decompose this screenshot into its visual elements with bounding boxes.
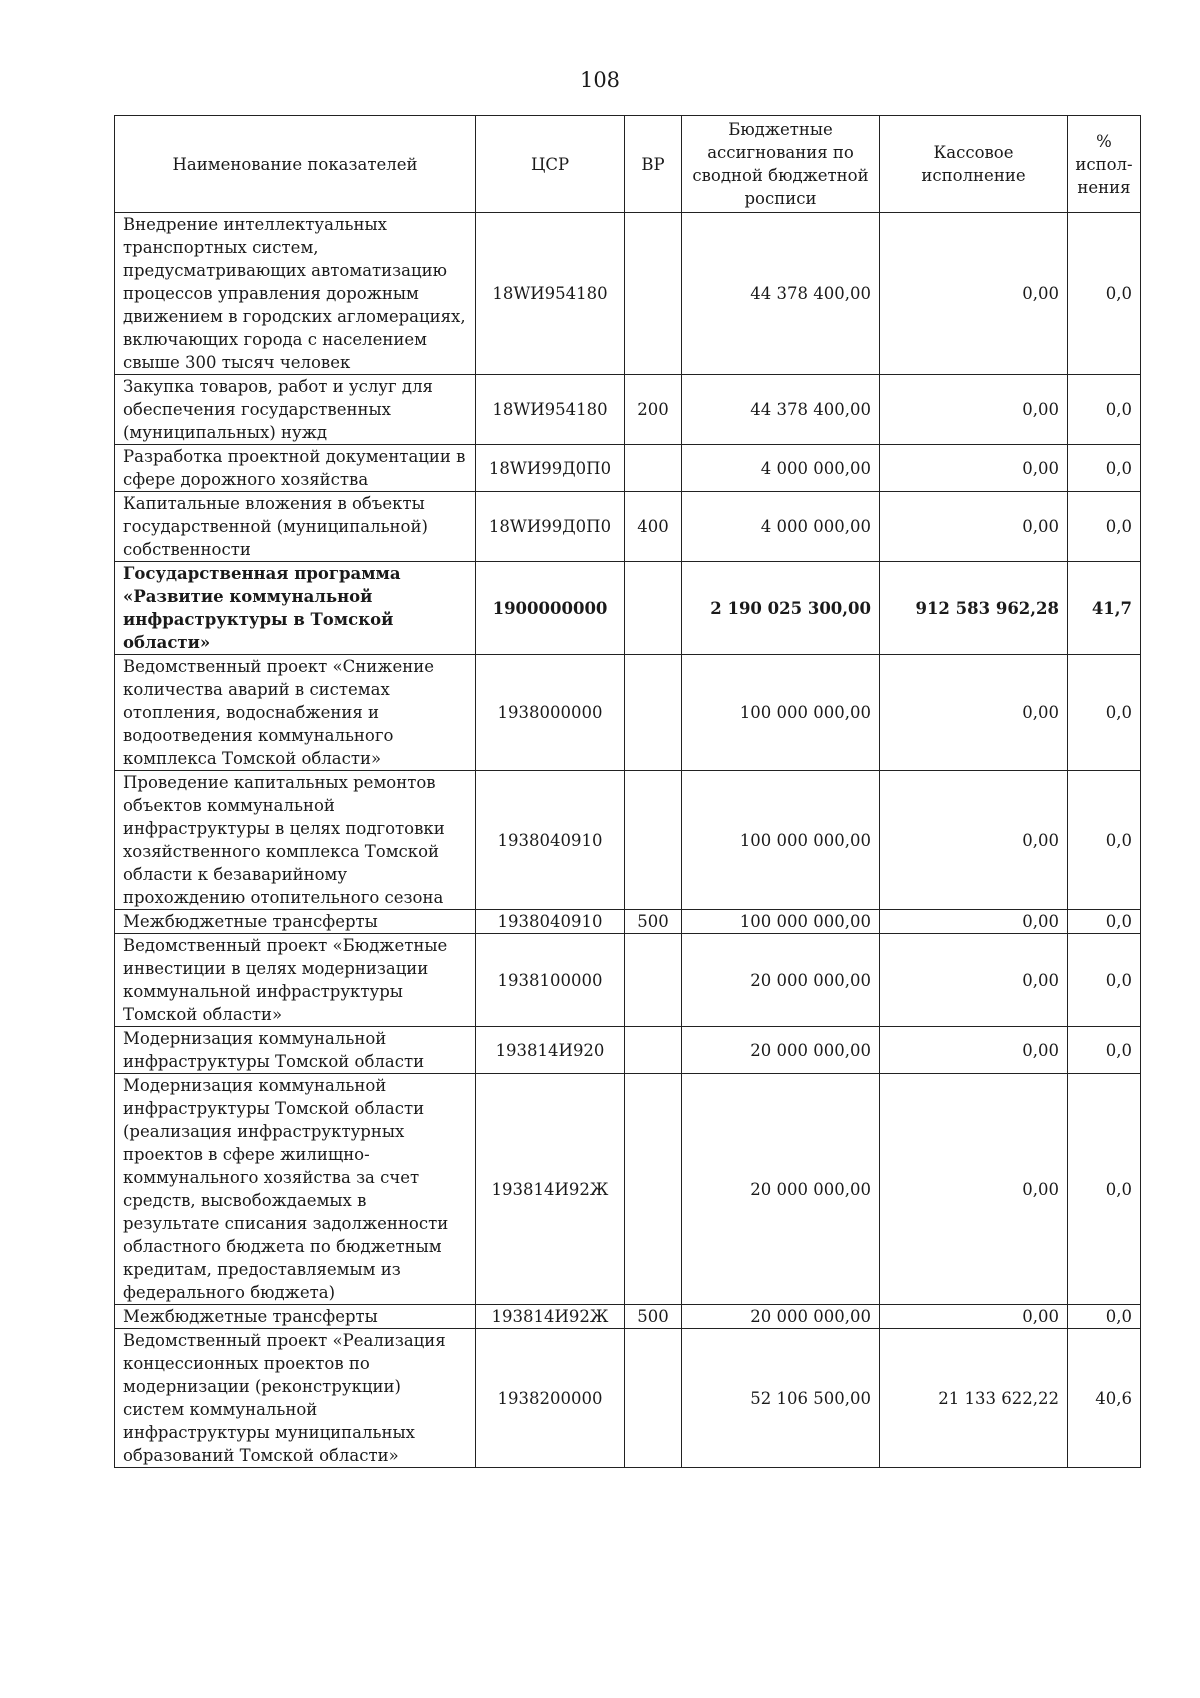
row-cash-cell: 0,00 bbox=[880, 1027, 1068, 1074]
row-vr-cell bbox=[625, 655, 682, 771]
row-budget-cell: 100 000 000,00 bbox=[682, 771, 880, 910]
row-pct-cell: 0,0 bbox=[1068, 1305, 1141, 1329]
table-row bbox=[115, 1074, 1141, 1305]
row-pct-cell: 0,0 bbox=[1068, 1074, 1141, 1305]
row-vr-cell: 400 bbox=[625, 492, 682, 562]
row-csr-cell: 18WИ99Д0П0 bbox=[476, 492, 625, 562]
row-cash-cell: 0,00 bbox=[880, 492, 1068, 562]
row-cash-cell: 912 583 962,28 bbox=[880, 562, 1068, 655]
row-csr-cell: 1938040910 bbox=[476, 771, 625, 910]
row-vr-cell bbox=[625, 1027, 682, 1074]
row-cash-cell: 0,00 bbox=[880, 910, 1068, 934]
row-vr-cell: 200 bbox=[625, 375, 682, 445]
row-csr-cell: 18WИ99Д0П0 bbox=[476, 445, 625, 492]
table-row bbox=[115, 213, 1141, 375]
row-cash-cell: 0,00 bbox=[880, 445, 1068, 492]
row-name-cell: Разработка проектной документации в сфере дорожного хозяйства bbox=[115, 445, 476, 492]
budget-execution-table bbox=[114, 115, 1141, 1468]
table-row bbox=[115, 492, 1141, 562]
table-row bbox=[115, 375, 1141, 445]
row-name-cell: Межбюджетные трансферты bbox=[115, 910, 476, 934]
table-row bbox=[115, 1305, 1141, 1329]
table-row bbox=[115, 655, 1141, 771]
row-csr-cell: 193814И920 bbox=[476, 1027, 625, 1074]
header-csr: ЦСР bbox=[476, 116, 625, 213]
row-csr-cell: 193814И92Ж bbox=[476, 1074, 625, 1305]
row-budget-cell: 20 000 000,00 bbox=[682, 1074, 880, 1305]
row-name-cell: Капитальные вложения в объекты государственной (муниципальной) собственности bbox=[115, 492, 476, 562]
row-pct-cell: 0,0 bbox=[1068, 934, 1141, 1027]
row-vr-cell bbox=[625, 1074, 682, 1305]
row-vr-cell bbox=[625, 445, 682, 492]
table-body bbox=[115, 213, 1141, 1468]
row-csr-cell: 18WИ954180 bbox=[476, 375, 625, 445]
row-cash-cell: 0,00 bbox=[880, 213, 1068, 375]
row-csr-cell: 1938200000 bbox=[476, 1329, 625, 1468]
header-cash: Кассовое исполнение bbox=[880, 116, 1068, 213]
row-csr-cell: 193814И92Ж bbox=[476, 1305, 625, 1329]
row-budget-cell: 20 000 000,00 bbox=[682, 1027, 880, 1074]
row-name-cell: Государственная программа «Развитие коммунальной инфраструктуры в Томской области» bbox=[115, 562, 476, 655]
row-name-cell: Ведомственный проект «Реализация концессионных проектов по модернизации (реконструкции) систем коммунальной инфраструктуры муниципальных образований Томской области» bbox=[115, 1329, 476, 1468]
row-pct-cell: 0,0 bbox=[1068, 213, 1141, 375]
row-pct-cell: 40,6 bbox=[1068, 1329, 1141, 1468]
header-vr: ВР bbox=[625, 116, 682, 213]
row-csr-cell: 1938040910 bbox=[476, 910, 625, 934]
row-pct-cell: 0,0 bbox=[1068, 1027, 1141, 1074]
row-budget-cell: 44 378 400,00 bbox=[682, 375, 880, 445]
header-pct: % испол-нения bbox=[1068, 116, 1141, 213]
row-budget-cell: 52 106 500,00 bbox=[682, 1329, 880, 1468]
table-row bbox=[115, 1329, 1141, 1468]
row-budget-cell: 100 000 000,00 bbox=[682, 910, 880, 934]
row-vr-cell bbox=[625, 562, 682, 655]
row-pct-cell: 0,0 bbox=[1068, 445, 1141, 492]
row-pct-cell: 0,0 bbox=[1068, 375, 1141, 445]
row-name-cell: Межбюджетные трансферты bbox=[115, 1305, 476, 1329]
page-number: 108 bbox=[579, 68, 621, 92]
table-row bbox=[115, 910, 1141, 934]
row-budget-cell: 20 000 000,00 bbox=[682, 1305, 880, 1329]
row-vr-cell bbox=[625, 1329, 682, 1468]
row-name-cell: Ведомственный проект «Снижение количества аварий в системах отопления, водоснабжения и водоотведения коммунального комплекса Томской области» bbox=[115, 655, 476, 771]
row-csr-cell: 1900000000 bbox=[476, 562, 625, 655]
row-pct-cell: 0,0 bbox=[1068, 492, 1141, 562]
table-row bbox=[115, 934, 1141, 1027]
row-cash-cell: 0,00 bbox=[880, 771, 1068, 910]
row-cash-cell: 0,00 bbox=[880, 1074, 1068, 1305]
row-cash-cell: 0,00 bbox=[880, 934, 1068, 1027]
table-row bbox=[115, 445, 1141, 492]
row-vr-cell: 500 bbox=[625, 1305, 682, 1329]
row-name-cell: Проведение капитальных ремонтов объектов коммунальной инфраструктуры в целях подготовки хозяйственного комплекса Томской области к безаварийному прохождению отопительного сезона bbox=[115, 771, 476, 910]
row-csr-cell: 1938100000 bbox=[476, 934, 625, 1027]
row-csr-cell: 18WИ954180 bbox=[476, 213, 625, 375]
row-budget-cell: 100 000 000,00 bbox=[682, 655, 880, 771]
header-budget: Бюджетные ассигнования по сводной бюджетной росписи bbox=[682, 116, 880, 213]
row-budget-cell: 44 378 400,00 bbox=[682, 213, 880, 375]
row-name-cell: Модернизация коммунальной инфраструктуры Томской области (реализация инфраструктурных проектов в сфере жилищно-коммунального хозяйства за счет средств, высвобождаемых в результате списания задолженности областного бюджета по бюджетным кредитам, предоставляемым из федерального бюджета) bbox=[115, 1074, 476, 1305]
row-vr-cell bbox=[625, 934, 682, 1027]
row-vr-cell bbox=[625, 213, 682, 375]
header-name: Наименование показателей bbox=[115, 116, 476, 213]
row-cash-cell: 0,00 bbox=[880, 1305, 1068, 1329]
table-header-row bbox=[115, 116, 1141, 213]
row-cash-cell: 0,00 bbox=[880, 375, 1068, 445]
row-cash-cell: 21 133 622,22 bbox=[880, 1329, 1068, 1468]
table-row bbox=[115, 771, 1141, 910]
row-pct-cell: 0,0 bbox=[1068, 655, 1141, 771]
row-cash-cell: 0,00 bbox=[880, 655, 1068, 771]
row-vr-cell: 500 bbox=[625, 910, 682, 934]
row-name-cell: Модернизация коммунальной инфраструктуры Томской области bbox=[115, 1027, 476, 1074]
row-budget-cell: 2 190 025 300,00 bbox=[682, 562, 880, 655]
table-row bbox=[115, 1027, 1141, 1074]
row-csr-cell: 1938000000 bbox=[476, 655, 625, 771]
row-budget-cell: 4 000 000,00 bbox=[682, 445, 880, 492]
row-pct-cell: 0,0 bbox=[1068, 771, 1141, 910]
row-name-cell: Внедрение интеллектуальных транспортных систем, предусматривающих автоматизацию процессов управления дорожным движением в городских агломерациях, включающих города с населением свыше 300 тысяч человек bbox=[115, 213, 476, 375]
row-pct-cell: 0,0 bbox=[1068, 910, 1141, 934]
row-name-cell: Ведомственный проект «Бюджетные инвестиции в целях модернизации коммунальной инфраструктуры Томской области» bbox=[115, 934, 476, 1027]
row-pct-cell: 41,7 bbox=[1068, 562, 1141, 655]
row-vr-cell bbox=[625, 771, 682, 910]
row-budget-cell: 4 000 000,00 bbox=[682, 492, 880, 562]
table-row bbox=[115, 562, 1141, 655]
row-name-cell: Закупка товаров, работ и услуг для обеспечения государственных (муниципальных) нужд bbox=[115, 375, 476, 445]
row-budget-cell: 20 000 000,00 bbox=[682, 934, 880, 1027]
